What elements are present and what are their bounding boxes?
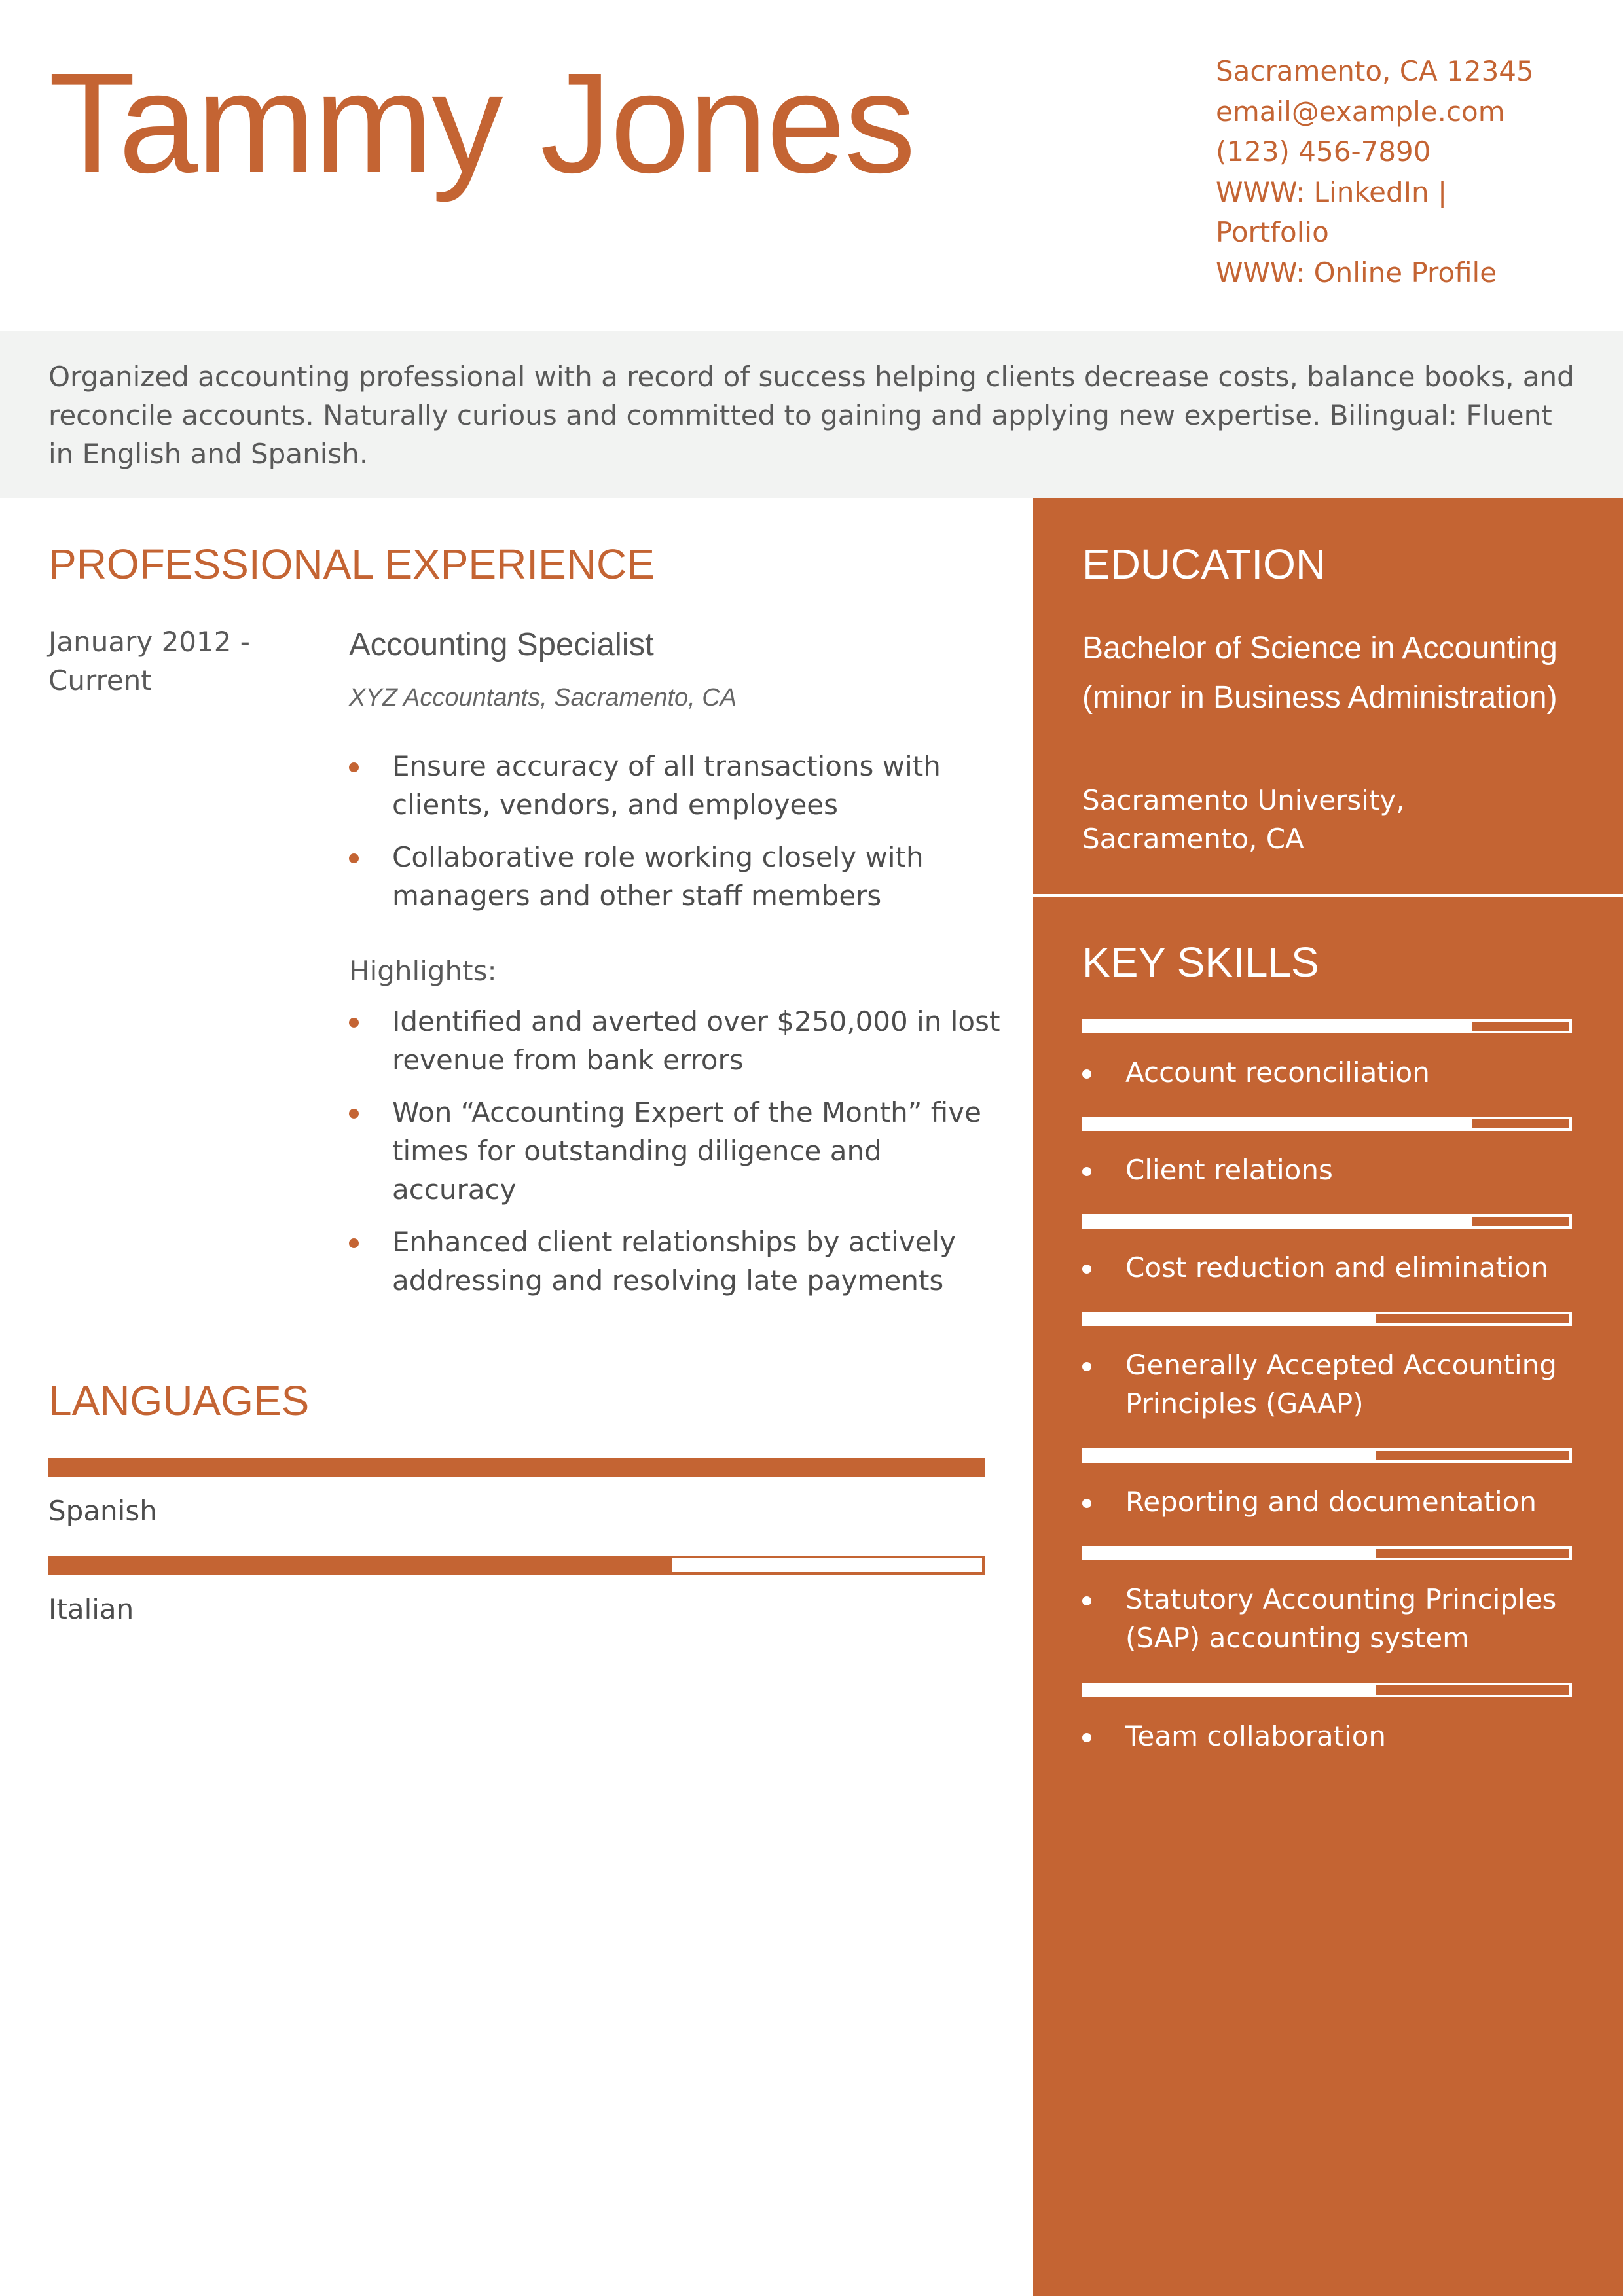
- contact-online-profile: WWW: Online Profile: [1216, 256, 1497, 289]
- bullet-icon: [1082, 1167, 1091, 1176]
- skill-item: [1082, 1717, 1580, 1755]
- list-item: [349, 1223, 1004, 1300]
- bullet-icon: [349, 853, 359, 863]
- skill-level-fill: [1085, 1119, 1472, 1128]
- skill-level-fill: [1085, 1314, 1376, 1323]
- skill-level-bar: [1082, 1448, 1572, 1463]
- contact-portfolio: Portfolio: [1216, 216, 1329, 248]
- education-school: [1082, 781, 1580, 858]
- skill-level-bar: [1082, 1117, 1572, 1131]
- skill-level-fill: [1085, 1451, 1376, 1460]
- language-name: Spanish: [48, 1495, 157, 1527]
- job-date-start: January 2012 -: [48, 626, 250, 658]
- highlights-list: [349, 1002, 1004, 1300]
- bullet-icon: [1082, 1499, 1091, 1508]
- bullet-icon: [1082, 1362, 1091, 1371]
- skill-level-bar: [1082, 1019, 1572, 1033]
- skill-item: [1082, 1151, 1580, 1189]
- skill-name: Team collaboration: [1125, 1720, 1387, 1752]
- skill-level-fill: [1085, 1549, 1376, 1558]
- contact-linkedin: WWW: LinkedIn |: [1216, 175, 1448, 208]
- bullet-icon: [349, 762, 359, 772]
- skill-item: [1082, 1482, 1580, 1521]
- highlight-text: Enhanced client relationships by actively addressing and resolving late payments: [392, 1226, 956, 1297]
- education-heading: EDUCATION: [1082, 541, 1326, 588]
- experience-heading: PROFESSIONAL EXPERIENCE: [48, 541, 655, 588]
- education-school-name: Sacramento University,: [1082, 784, 1405, 816]
- list-item: [349, 1093, 1004, 1209]
- skill-name: Reporting and documentation: [1125, 1486, 1537, 1518]
- list-item: [349, 747, 1004, 824]
- skill-level-fill: [1085, 1685, 1376, 1695]
- skill-name: Client relations: [1125, 1154, 1333, 1186]
- skill-name: Account reconciliation: [1125, 1056, 1430, 1088]
- skill-name: Statutory Accounting Principles (SAP) accounting system: [1125, 1583, 1557, 1654]
- language-name: Italian: [48, 1593, 134, 1625]
- bullet-icon: [1082, 1069, 1091, 1079]
- candidate-name: Tammy Jones: [48, 44, 915, 203]
- skill-item: [1082, 1053, 1580, 1092]
- bullet-icon: [1082, 1733, 1091, 1742]
- job-duties-list: [349, 747, 1004, 915]
- bullet-icon: [349, 1109, 359, 1119]
- contact-address: Sacramento, CA 12345: [1216, 55, 1534, 87]
- education-school-location: Sacramento, CA: [1082, 823, 1304, 855]
- key-skills-heading: KEY SKILLS: [1082, 939, 1319, 986]
- bullet-icon: [349, 1238, 359, 1248]
- skill-level-bar: [1082, 1214, 1572, 1229]
- bullet-icon: [349, 1018, 359, 1028]
- skill-level-fill: [1085, 1217, 1472, 1226]
- list-item: [349, 838, 1004, 915]
- bullet-icon: [1082, 1265, 1091, 1274]
- job-dates: [48, 622, 310, 700]
- skill-item: [1082, 1580, 1580, 1657]
- duty-text: Collaborative role working closely with managers and other staff members: [392, 841, 924, 912]
- job-title: Accounting Specialist: [349, 627, 654, 662]
- contact-email: email@example.com: [1216, 95, 1505, 128]
- education-degree: Bachelor of Science in Accounting (minor in Business Administration): [1082, 631, 1558, 715]
- highlight-text: Identified and averted over $250,000 in lost revenue from bank errors: [392, 1005, 1000, 1076]
- languages-heading: LANGUAGES: [48, 1377, 310, 1424]
- skill-level-fill: [1085, 1022, 1472, 1031]
- skill-name: Generally Accepted Accounting Principles (GAAP): [1125, 1349, 1557, 1420]
- language-level-fill: [51, 1558, 672, 1572]
- skill-level-bar: [1082, 1312, 1572, 1326]
- skill-item: [1082, 1248, 1580, 1287]
- skill-name: Cost reduction and elimination: [1125, 1251, 1549, 1283]
- skill-level-bar: [1082, 1683, 1572, 1697]
- skill-level-bar: [1082, 1546, 1572, 1560]
- language-level-fill: [51, 1460, 982, 1474]
- skill-item: [1082, 1346, 1580, 1423]
- contact-phone: (123) 456-7890: [1216, 135, 1431, 168]
- sidebar-divider: [1033, 894, 1623, 897]
- highlights-label: Highlights:: [349, 955, 497, 987]
- job-company: XYZ Accountants, Sacramento, CA: [349, 684, 737, 711]
- duty-text: Ensure accuracy of all transactions with clients, vendors, and employees: [392, 750, 941, 821]
- highlight-text: Won “Accounting Expert of the Month” five times for outstanding diligence and accuracy: [392, 1096, 981, 1206]
- language-level-bar: [48, 1556, 985, 1575]
- list-item: [349, 1002, 1004, 1079]
- job-date-end: Current: [48, 664, 152, 696]
- bullet-icon: [1082, 1596, 1091, 1605]
- contact-block: [1216, 51, 1582, 293]
- summary-text: Organized accounting professional with a record of success helping clients decrease costs, balance books, and reconcile accounts. Naturally curious and committed to gaining and applying new expertise. Bilingual: Fluent in English and Spanish.: [48, 361, 1575, 470]
- language-level-bar: [48, 1458, 985, 1477]
